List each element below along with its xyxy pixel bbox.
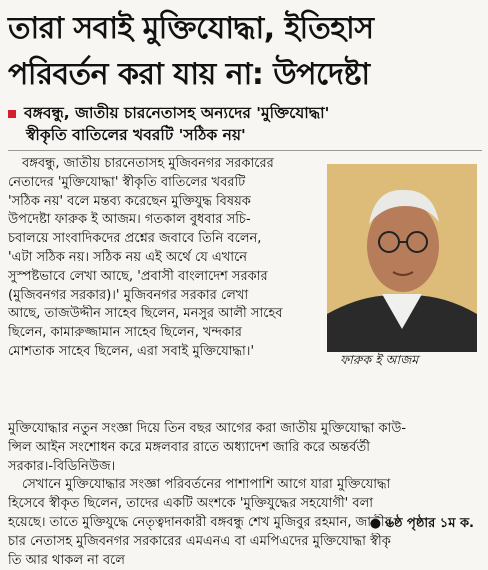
subheadline-line-2: স্বীকৃতি বাতিলের খবরটি 'সঠিক নয়' bbox=[26, 126, 246, 144]
portrait-illustration bbox=[327, 164, 477, 352]
body-line: (মুজিবনগর সরকার)।' মুজিবনগর সরকার লেখা bbox=[8, 287, 249, 303]
body-line: মুক্তিযোদ্ধার নতুন সংজ্ঞা দিয়ে তিন বছর আগের করা জাতীয় মুক্তিযোদ্ধা কাউ- bbox=[8, 421, 407, 436]
headline-line-2: পরিবর্তন করা যায় না: উপদেষ্টা bbox=[8, 57, 370, 92]
photo-caption: ফারুক ই আজম bbox=[340, 352, 419, 367]
continuation-note: ● ৬ষ্ঠ পৃষ্ঠার ১ম ক. bbox=[369, 516, 474, 531]
divider-rule bbox=[8, 150, 482, 151]
body-line: উপদেষ্টা ফারুক ই আজম। গতকাল বুধবার সচি- bbox=[8, 212, 251, 228]
body-line: সরকার।-বিডিনিউজ। bbox=[8, 458, 116, 474]
body-line: নেতাদের 'মুক্তিযোদ্ধা' স্বীকৃতি বাতিলের খবরটি bbox=[8, 174, 246, 190]
body-line: 'এটা সঠিক নয়। সঠিক নয় এই অর্থে যে এখানে bbox=[8, 249, 248, 265]
red-square-bullet-icon bbox=[8, 110, 16, 118]
body-line: বঙ্গবন্ধু, জাতীয় চারনেতাসহ মুজিবনগর সরকারের bbox=[22, 156, 274, 171]
body-line: আছে, তাজউদ্দীন সাহেব ছিলেন, মনসুর আলী সাহেব bbox=[8, 306, 283, 322]
body-line: মোশতাক সাহেব ছিলেন, এরা সবাই মুক্তিযোদ্ধা।' bbox=[8, 343, 255, 359]
body-line: 'সঠিক নয়' বলে মন্তব্য করেছেন মুক্তিযুদ্ধ বিষয়ক bbox=[8, 193, 251, 209]
portrait-photo bbox=[327, 164, 477, 352]
body-column-left bbox=[8, 155, 320, 362]
body-full-width bbox=[8, 420, 478, 570]
body-line: সুস্পষ্টভাবে লেখা আছে, 'প্রবাসী বাংলাদেশ সরকার bbox=[8, 268, 268, 284]
body-line: সেখানে মুক্তিযোদ্ধার সংজ্ঞা পরিবর্তনের পাশাপাশি আগে যারা মুক্তিযোদ্ধা bbox=[22, 477, 391, 493]
subheadline-line-1: বঙ্গবন্ধু, জাতীয় চারনেতাসহ অন্যদের 'মুক্তিযোদ্ধা' bbox=[24, 104, 330, 122]
body-line: হিসেবে স্বীকৃত ছিলেন, তাদের একটি অংশকে 'মুক্তিযুদ্ধের সহযোগী' বলা bbox=[8, 496, 374, 512]
subheadline bbox=[8, 102, 482, 146]
headline-line-1: তারা সবাই মুক্তিযোদ্ধা, ইতিহাস bbox=[8, 11, 374, 46]
body-line: হয়েছে। তাতে মুক্তিযুদ্ধে নেতৃত্বদানকারী বঙ্গবন্ধু শেখ মুজিবুর রহমান, জাতীয় bbox=[8, 514, 393, 530]
body-line: ন্সিল আইন সংশোধন করে মঙ্গলবার রাতে অধ্যাদেশ জারি করে অন্তর্বর্তী bbox=[8, 439, 370, 455]
body-line: ছিলেন, কামারুজ্জামান সাহেব ছিলেন, খন্দকার bbox=[8, 325, 242, 341]
body-line: চার নেতাসহ মুজিবনগর সরকারের এমএনএ বা এমপিএদের মুক্তিযোদ্ধা স্বীকৃ bbox=[8, 533, 391, 549]
headline bbox=[8, 6, 482, 98]
body-line: চবালয়ে সাংবাদিকদের প্রশ্নের জবাবে তিনি বলেন, bbox=[8, 231, 262, 247]
body-line: তি আর থাকল না বলে bbox=[8, 552, 125, 568]
